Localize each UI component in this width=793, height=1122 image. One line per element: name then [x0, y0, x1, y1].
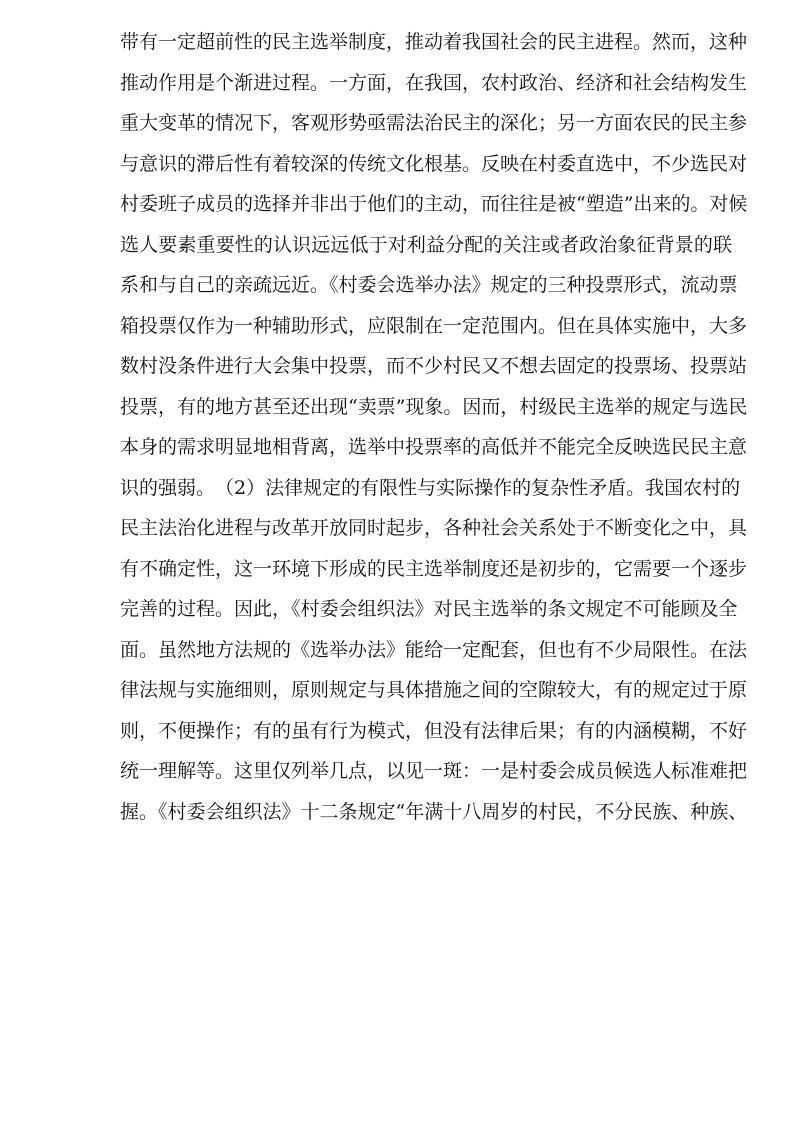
text-line: 民主法治化进程与改革开放同时起步，各种社会关系处于不断变化之中，具 — [120, 517, 748, 539]
text-line: 统一理解等。这里仅列举几点，以见一斑：一是村委会成员候选人标准难把 — [120, 760, 748, 782]
text-line: 数村没条件进行大会集中投票，而不少村民又不想去固定的投票场、投票站 — [120, 355, 748, 377]
text-line: 村委班子成员的选择并非出于他们的主动，而往往是被“塑造”出来的。对候 — [120, 193, 748, 215]
text-line: 本身的需求明显地相背离，选举中投票率的高低并不能完全反映选民民主意 — [120, 436, 748, 458]
text-line: 有不确定性，这一环境下形成的民主选举制度还是初步的，它需要一个逐步 — [120, 557, 748, 580]
text-line: 律法规与实施细则，原则规定与具体措施之间的空隙较大，有的规定过于原 — [120, 679, 748, 701]
text-line: 箱投票仅作为一种辅助形式，应限制在一定范围内。但在具体实施中，大多 — [120, 314, 748, 337]
text-line: 识的强弱。 （2）法律规定的有限性与实际操作的复杂性矛盾。我国农村的 — [120, 476, 741, 499]
text-line: 重大变革的情况下，客观形势亟需法治民主的深化；另一方面农民的民主参 — [120, 112, 748, 134]
text-line: 握。《村委会组织法》十二条规定“年满十八周岁的村民，不分民族、种族、 — [120, 800, 748, 823]
text-line: 面。虽然地方法规的《选举办法》能给一定配套，但也有不少局限性。在法 — [120, 638, 748, 661]
text-line: 则，不便操作；有的虽有行为模式，但没有法律后果；有的内涵模糊，不好 — [120, 719, 748, 742]
text-line: 带有一定超前性的民主选举制度，推动着我国社会的民主进程。然而，这种 — [120, 31, 748, 53]
text-line: 与意识的滞后性有着较深的传统文化根基。反映在村委直选中，不少选民对 — [120, 152, 748, 175]
body-text — [120, 28, 748, 838]
text-line: 推动作用是个渐进过程。一方面，在我国，农村政治、经济和社会结构发生 — [120, 71, 748, 94]
text-line: 完善的过程。因此，《村委会组织法》对民主选举的条文规定不可能顾及全 — [120, 598, 738, 620]
text-line: 系和与自己的亲疏远近。《村委会选举办法》规定的三种投票形式，流动票 — [120, 274, 738, 296]
text-line: 投票，有的地方甚至还出现“卖票”现象。因而，村级民主选举的规定与选民 — [120, 395, 748, 418]
text-line: 选人要素重要性的认识远远低于对利益分配的关注或者政治象征背景的联 — [120, 233, 732, 256]
